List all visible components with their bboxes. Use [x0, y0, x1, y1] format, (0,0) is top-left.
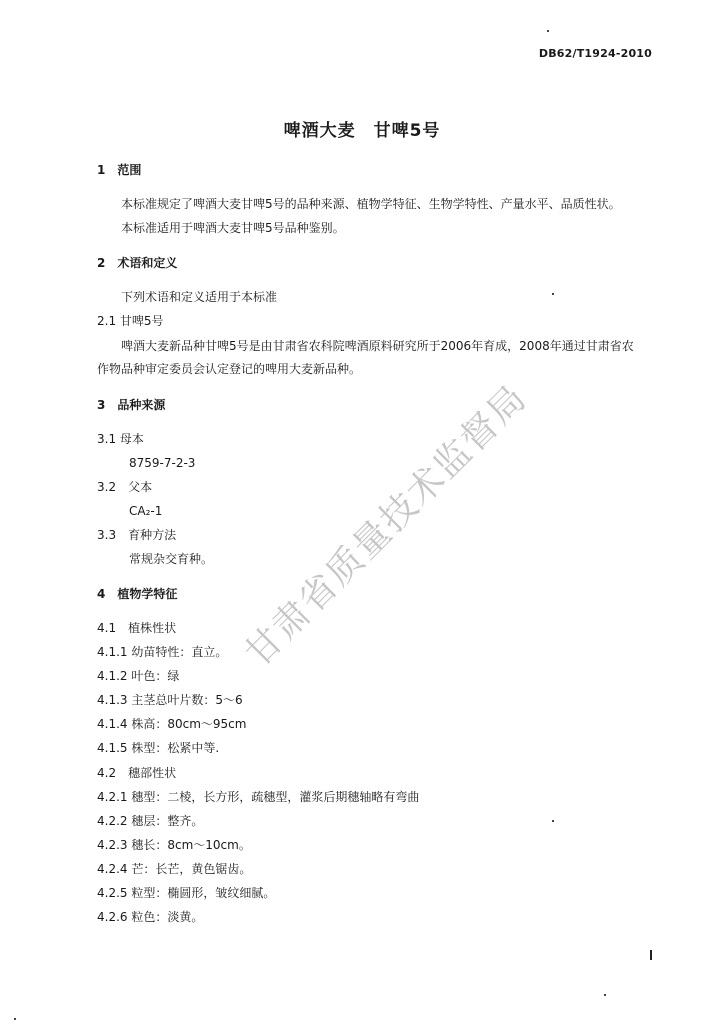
section-1-paragraph-2: 本标准适用于啤酒大麦甘啤5号品种鉴别。: [121, 221, 345, 235]
section-3-heading: 3 品种来源: [97, 398, 166, 412]
section-4-1-heading: 4.1 植株性状: [97, 621, 177, 635]
item-4-1-5: 4.1.5 株型：松紧中等.: [97, 741, 220, 755]
page-mark: [650, 950, 652, 960]
standard-code: DB62/T1924-2010: [538, 47, 652, 60]
scan-dot: [547, 30, 549, 32]
section-1-paragraph-1: 本标准规定了啤酒大麦甘啤5号的品种来源、植物学特征、生物学特性、产量水平、品质性状。: [121, 197, 621, 211]
scan-dot: [604, 994, 606, 996]
section-2-1-paragraph-line-1: 啤酒大麦新品种甘啤5号是由甘肃省农科院啤酒原料研究所于2006年育成，2008年通过甘肃省农: [121, 339, 634, 353]
item-4-2-6: 4.2.6 粒色：淡黄。: [97, 910, 204, 924]
item-4-2-3: 4.2.3 穗长：8cm～10cm。: [97, 838, 251, 852]
section-3-2-heading: 3.2 父本: [97, 480, 153, 494]
section-3-3-value: 常规杂交育种。: [129, 552, 214, 566]
section-4-2-heading: 4.2 穗部性状: [97, 766, 177, 780]
section-2-1-paragraph-line-2: 作物品种审定委员会认定登记的啤用大麦新品种。: [97, 362, 362, 376]
section-3-1-value: 8759-7-2-3: [129, 456, 196, 470]
document-title: 啤酒大麦 甘啤5号: [283, 121, 441, 141]
item-4-2-2: 4.2.2 穗层：整齐。: [97, 814, 204, 828]
section-2-heading: 2 术语和定义: [97, 256, 178, 270]
section-2-paragraph-1: 下列术语和定义适用于本标准: [121, 290, 278, 304]
section-3-2-value: CA₂-1: [129, 504, 163, 518]
scan-dot: [552, 820, 554, 822]
item-4-1-3: 4.1.3 主茎总叶片数：5～6: [97, 693, 243, 707]
scan-dot: [552, 293, 554, 295]
item-4-1-2: 4.1.2 叶色：绿: [97, 669, 180, 683]
section-3-3-heading: 3.3 育种方法: [97, 528, 177, 542]
scan-dot: [14, 1018, 16, 1020]
section-4-heading: 4 植物学特征: [97, 587, 178, 601]
item-4-2-4: 4.2.4 芒：长芒，黄色锯齿。: [97, 862, 252, 876]
section-1-heading: 1 范围: [97, 163, 142, 177]
item-4-1-1: 4.1.1 幼苗特性：直立。: [97, 645, 228, 659]
section-2-1-heading: 2.1 甘啤5号: [97, 314, 164, 328]
watermark: 甘肃省质量技术监督局: [237, 376, 536, 675]
section-3-1-heading: 3.1 母本: [97, 432, 144, 446]
item-4-2-5: 4.2.5 粒型：椭圆形，皱纹细腻。: [97, 886, 276, 900]
item-4-1-4: 4.1.4 株高：80cm～95cm: [97, 717, 247, 731]
item-4-2-1: 4.2.1 穗型：二棱，长方形，疏穗型，灌浆后期穗轴略有弯曲: [97, 790, 420, 804]
